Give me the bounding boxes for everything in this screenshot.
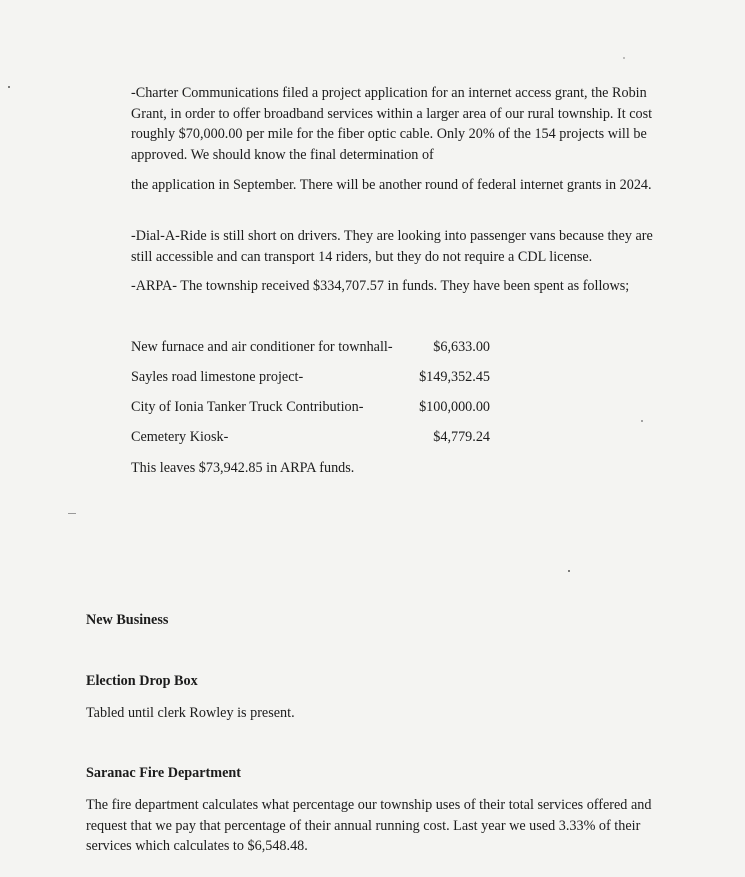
scan-speck bbox=[568, 570, 570, 572]
arpa-item-row bbox=[131, 429, 501, 449]
arpa-item-amount: $4,779.24 bbox=[433, 429, 490, 445]
arpa-item-row bbox=[131, 369, 501, 389]
arpa-item-row bbox=[131, 399, 501, 419]
arpa-item-amount: $100,000.00 bbox=[419, 399, 490, 415]
arpa-item-label: Sayles road limestone project- bbox=[131, 369, 304, 385]
saranac-fire-department-heading: Saranac Fire Department bbox=[86, 765, 241, 781]
new-business-heading: New Business bbox=[86, 612, 169, 628]
scan-speck bbox=[623, 57, 625, 59]
arpa-item-label: Cemetery Kiosk- bbox=[131, 429, 229, 445]
scan-speck bbox=[641, 420, 643, 422]
arpa-item-label: City of Ionia Tanker Truck Contribution- bbox=[131, 399, 364, 415]
arpa-remaining-text: This leaves $73,942.85 in ARPA funds. bbox=[131, 460, 355, 476]
election-drop-box-body: Tabled until clerk Rowley is present. bbox=[86, 705, 295, 721]
application-september-paragraph: the application in September. There will be another round of federal internet grants in 2024. bbox=[131, 177, 652, 193]
saranac-fire-department-body: The fire department calculates what percentage our township uses of their total services offered and request that we pay that percentage of their annual running cost. Last year we used 3.33% of their services which calculates to $6,548.48. bbox=[86, 797, 652, 854]
arpa-paragraph: -ARPA- The township received $334,707.57 in funds. They have been spent as follows; bbox=[131, 278, 630, 294]
scan-speck bbox=[8, 86, 10, 88]
election-drop-box-heading: Election Drop Box bbox=[86, 673, 198, 689]
arpa-item-amount: $6,633.00 bbox=[433, 339, 490, 355]
arpa-item-amount: $149,352.45 bbox=[419, 369, 490, 385]
arpa-item-row bbox=[131, 339, 501, 359]
scan-speck bbox=[68, 513, 76, 514]
arpa-item-label: New furnace and air conditioner for townhall- bbox=[131, 339, 393, 355]
dial-a-ride-paragraph: -Dial-A-Ride is still short on drivers. They are looking into passenger vans because they are still accessible and can transport 14 riders, but they do not require a CDL license. bbox=[131, 228, 653, 265]
charter-communications-paragraph: -Charter Communications filed a project application for an internet access grant, the Robin Grant, in order to offer broadband services within a larger area of our rural township. It cost roughly $70,000.00 per mile for the fiber optic cable. Only 20% of the 154 projects will be approved. We should know the final determination of bbox=[131, 85, 653, 163]
